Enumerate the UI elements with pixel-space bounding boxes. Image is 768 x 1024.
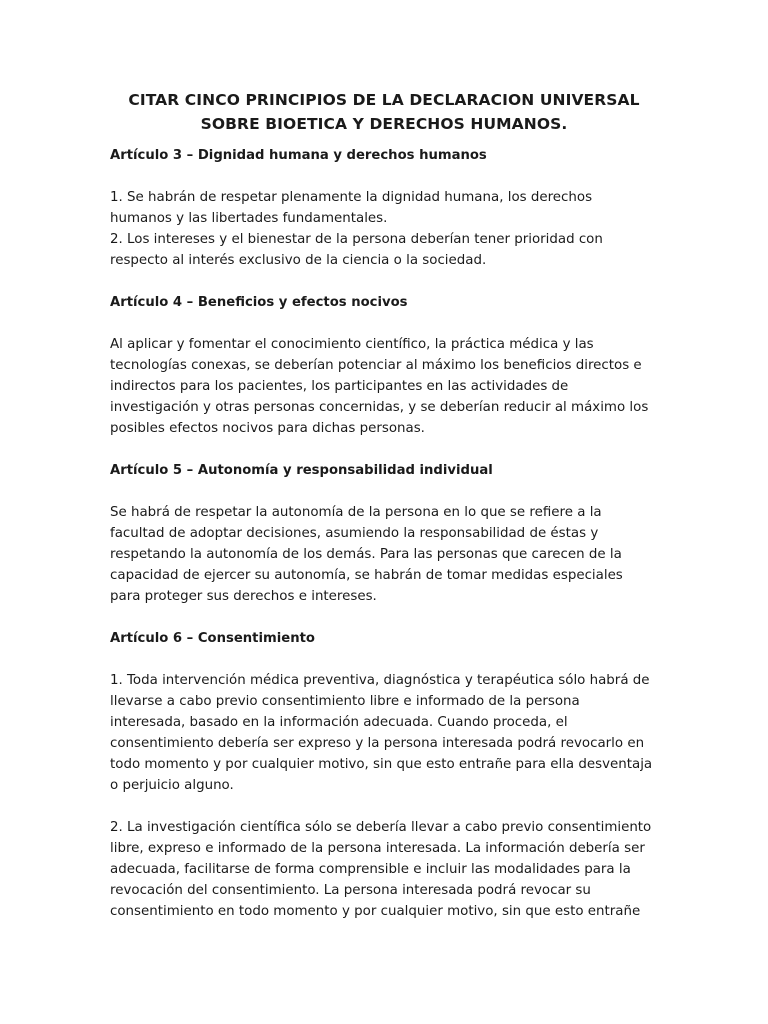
text-line: o perjuicio alguno. <box>110 778 234 793</box>
article-paragraph <box>110 187 670 271</box>
article-4-section <box>110 292 670 439</box>
text-line: consentimiento debería ser expreso y la persona interesada podrá revocarlo en <box>110 736 645 751</box>
title-line: CITAR CINCO PRINCIPIOS DE LA DECLARACION UNIVERSAL <box>128 91 640 109</box>
article-paragraph <box>110 502 670 607</box>
text-line: 1. Toda intervención médica preventiva, diagnóstica y terapéutica sólo habrá de <box>110 673 650 688</box>
article-3-section <box>110 145 670 271</box>
article-heading: Artículo 4 – Beneficios y efectos nocivos <box>110 295 408 310</box>
document-title <box>80 88 688 136</box>
article-6-section <box>110 628 670 922</box>
text-line: humanos y las libertades fundamentales. <box>110 211 388 226</box>
title-line: SOBRE BIOETICA Y DERECHOS HUMANOS. <box>200 115 568 133</box>
text-line: interesada, basado en la información adecuada. Cuando proceda, el <box>110 715 568 730</box>
text-line: Al aplicar y fomentar el conocimiento científico, la práctica médica y las <box>110 337 594 352</box>
text-line: posibles efectos nocivos para dichas personas. <box>110 421 425 436</box>
text-line: tecnologías conexas, se deberían potenciar al máximo los beneficios directos e <box>110 358 642 373</box>
text-line: llevarse a cabo previo consentimiento libre e informado de la persona <box>110 694 580 709</box>
text-line: para proteger sus derechos e intereses. <box>110 589 377 604</box>
text-line: 2. Los intereses y el bienestar de la persona deberían tener prioridad con <box>110 232 603 247</box>
article-heading: Artículo 6 – Consentimiento <box>110 631 315 646</box>
article-5-section <box>110 460 670 607</box>
article-heading: Artículo 5 – Autonomía y responsabilidad individual <box>110 463 493 478</box>
article-paragraph <box>110 817 670 922</box>
text-line: consentimiento en todo momento y por cualquier motivo, sin que esto entrañe <box>110 904 641 919</box>
text-line: 1. Se habrán de respetar plenamente la dignidad humana, los derechos <box>110 190 593 205</box>
article-paragraph <box>110 670 670 796</box>
article-heading: Artículo 3 – Dignidad humana y derechos humanos <box>110 148 487 163</box>
text-line: libre, expreso e informado de la persona interesada. La información debería ser <box>110 841 645 856</box>
text-line: Se habrá de respetar la autonomía de la persona en lo que se refiere a la <box>110 505 602 520</box>
text-line: respetando la autonomía de los demás. Para las personas que carecen de la <box>110 547 622 562</box>
text-line: facultad de adoptar decisiones, asumiendo la responsabilidad de éstas y <box>110 526 599 541</box>
text-line: investigación y otras personas concernidas, y se deberían reducir al máximo los <box>110 400 649 415</box>
text-line: capacidad de ejercer su autonomía, se habrán de tomar medidas especiales <box>110 568 623 583</box>
text-line: revocación del consentimiento. La persona interesada podrá revocar su <box>110 883 591 898</box>
document-body <box>110 145 670 922</box>
text-line: indirectos para los pacientes, los participantes en las actividades de <box>110 379 569 394</box>
text-line: adecuada, facilitarse de forma comprensible e incluir las modalidades para la <box>110 862 631 877</box>
text-line: todo momento y por cualquier motivo, sin que esto entrañe para ella desventaja <box>110 757 653 772</box>
article-paragraph <box>110 334 670 439</box>
text-line: 2. La investigación científica sólo se debería llevar a cabo previo consentimiento <box>110 820 652 835</box>
text-line: respecto al interés exclusivo de la ciencia o la sociedad. <box>110 253 487 268</box>
